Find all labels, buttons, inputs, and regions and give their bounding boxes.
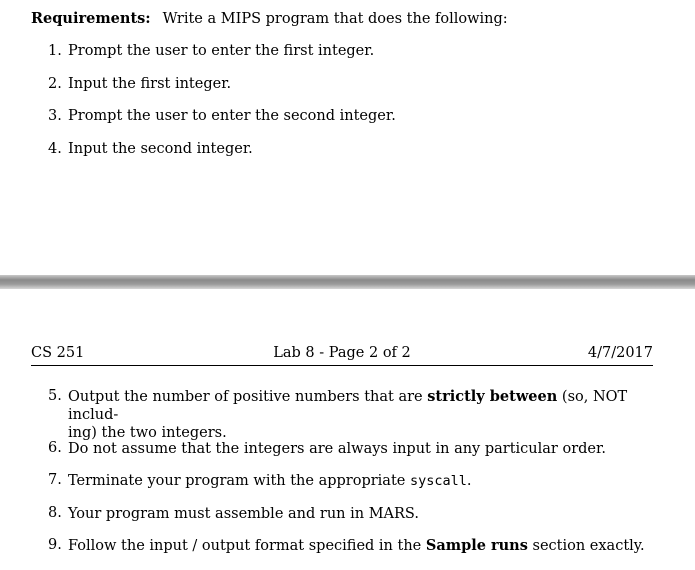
list-item-9 xyxy=(48,537,660,555)
page-separator xyxy=(0,275,695,289)
text-segment: Terminate your program with the appropriate xyxy=(68,473,410,489)
list-item-text: Prompt the user to enter the second integer. xyxy=(68,108,396,124)
text-segment: Follow the input / output format specified in the xyxy=(68,538,426,554)
text-segment: ing) the two integers. xyxy=(68,425,227,441)
list-item-6 xyxy=(48,440,660,458)
list-item-1 xyxy=(48,43,374,59)
list-item-3 xyxy=(48,108,396,124)
list-item-number: 6. xyxy=(48,440,62,456)
list-item-text: Prompt the user to enter the first integer. xyxy=(68,43,375,59)
list-item-number: 8. xyxy=(48,505,62,521)
list-item-number: 3. xyxy=(48,108,62,124)
text-segment: (so, NOT includ- xyxy=(68,389,628,423)
document-page-top xyxy=(0,0,695,275)
list-item-text: Input the second integer. xyxy=(68,141,253,157)
code-text: syscall xyxy=(409,473,467,489)
list-item-number: 9. xyxy=(48,537,62,553)
text-segment: Output the number of positive numbers that are xyxy=(68,389,428,405)
list-item-text: Input the first integer. xyxy=(68,76,232,92)
list-item-number: 5. xyxy=(48,388,62,404)
list-item-4 xyxy=(48,141,253,157)
header-date: 4/7/2017 xyxy=(587,345,653,361)
list-item-text xyxy=(68,537,660,555)
list-item-7 xyxy=(48,472,660,490)
list-item-5 xyxy=(48,388,660,442)
page-header xyxy=(31,345,653,366)
list-item-number: 7. xyxy=(48,472,62,488)
list-item-8 xyxy=(48,505,660,523)
header-course: CS 251 xyxy=(31,345,85,361)
list-item-number: 2. xyxy=(48,76,62,92)
header-page-number: Lab 8 - Page 2 of 2 xyxy=(273,345,411,361)
requirements-intro: Write a MIPS program that does the following: xyxy=(162,11,508,27)
list-item-text xyxy=(68,388,660,442)
emphasis-text: Sample runs xyxy=(425,537,528,554)
requirements-label: Requirements: xyxy=(31,10,151,27)
list-item-number: 4. xyxy=(48,141,62,157)
list-item-2 xyxy=(48,76,231,92)
list-item-number: 1. xyxy=(48,43,62,59)
list-item-text: Your program must assemble and run in MARS. xyxy=(68,506,419,522)
text-segment: section exactly. xyxy=(527,538,645,554)
list-item-text: Do not assume that the integers are always input in any particular order. xyxy=(68,441,606,457)
list-item-text xyxy=(68,472,660,490)
requirements-line xyxy=(31,10,508,27)
emphasis-text: strictly between xyxy=(427,388,558,405)
text-segment: . xyxy=(466,473,472,489)
